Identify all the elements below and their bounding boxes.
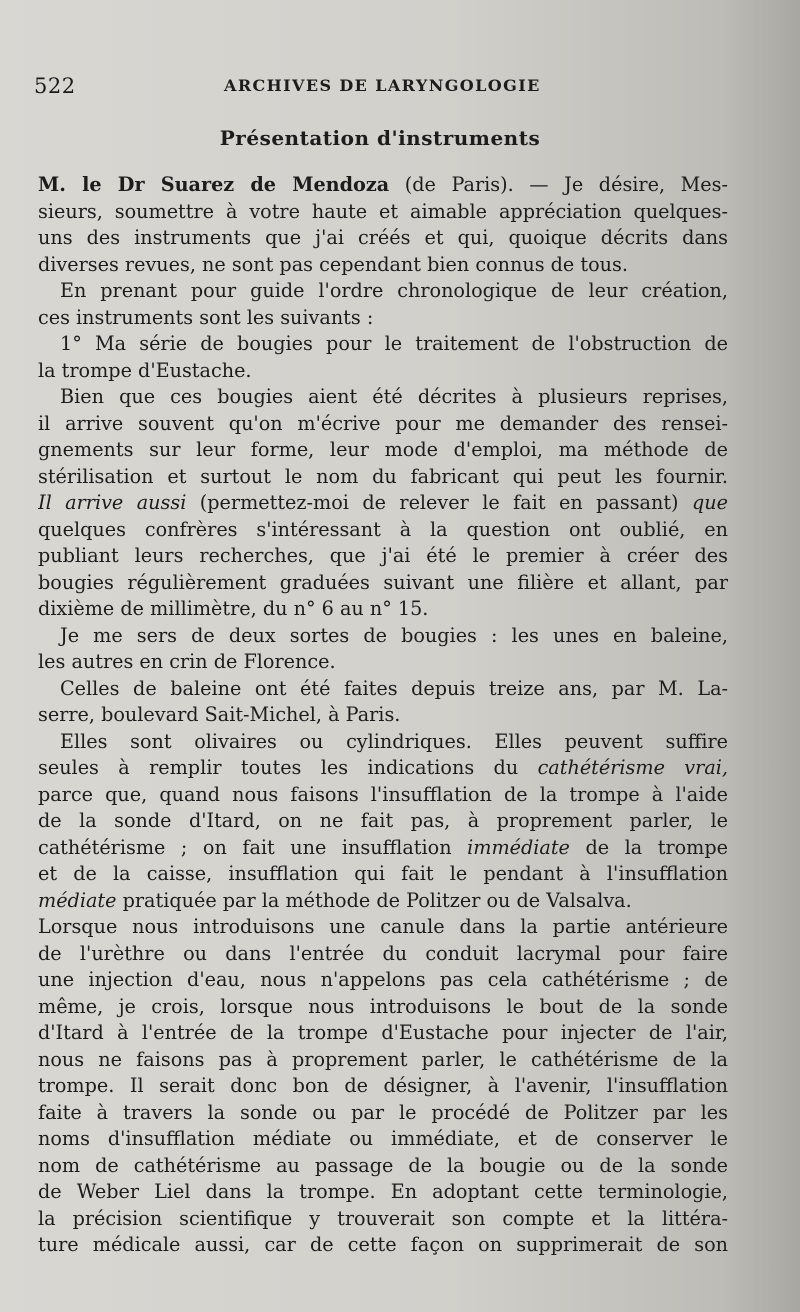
running-head: ARCHIVES DE LARYNGOLOGIE bbox=[224, 76, 541, 95]
text-line: En prenant pour guide l'ordre chronologique de leur création, bbox=[60, 279, 728, 302]
body-text bbox=[38, 172, 728, 1259]
text-line: une injection d'eau, nous n'appelons pas cela cathétérisme ; de bbox=[38, 968, 728, 991]
text-line: ces instruments sont les suivants : bbox=[38, 305, 374, 329]
text-line: de la sonde d'Itard, on ne fait pas, à proprement parler, le bbox=[38, 809, 728, 832]
text-line: Lorsque nous introduisons une canule dans la partie antérieure bbox=[38, 915, 728, 938]
text-line: de Weber Liel dans la trompe. En adoptant cette terminologie, bbox=[38, 1180, 728, 1203]
text-line: gnements sur leur forme, leur mode d'emploi, ma méthode de bbox=[38, 438, 728, 461]
page-header bbox=[34, 74, 734, 104]
text-line: de l'urèthre ou dans l'entrée du conduit lacrymal pour faire bbox=[38, 941, 728, 965]
text-line: même, je crois, lorsque nous introduisons le bout de la sonde bbox=[38, 994, 728, 1018]
text-line: ture médicale aussi, car de cette façon on supprimerait de son bbox=[38, 1233, 728, 1256]
text-line: Je me sers de deux sortes de bougies : les unes en baleine, bbox=[60, 623, 728, 647]
text-line: stérilisation et surtout le nom du fabricant qui peut les fournir. bbox=[38, 464, 728, 488]
text-line: diverses revues, ne sont pas cependant bien connus de tous. bbox=[38, 252, 628, 276]
text-line: il arrive souvent qu'on m'écrive pour me demander des rensei- bbox=[38, 411, 728, 435]
section-title: Présentation d'instruments bbox=[219, 126, 541, 150]
text-line: 1° Ma série de bougies pour le traitement de l'obstruction de bbox=[60, 332, 728, 355]
text-line: d'Itard à l'entrée de la trompe d'Eustache pour injecter de l'air, bbox=[38, 1021, 728, 1044]
text-line: uns des instruments que j'ai créés et qui, quoique décrits dans bbox=[38, 226, 728, 249]
text-line: dixième de millimètre, du n° 6 au n° 15. bbox=[38, 597, 429, 620]
text-line: seules à remplir toutes les indications du cathétérisme vrai, bbox=[38, 756, 728, 779]
text-line: médiate pratiquée par la méthode de Politzer ou de Valsalva. bbox=[38, 888, 632, 912]
text-line: Celles de baleine ont été faites depuis treize ans, par M. La- bbox=[60, 676, 728, 700]
text-line: nom de cathétérisme au passage de la bougie ou de la sonde bbox=[38, 1153, 728, 1177]
text-line: et de la caisse, insufflation qui fait le pendant à l'insufflation bbox=[38, 862, 728, 885]
text-line: M. le Dr Suarez de Mendoza (de Paris). — Je désire, Mes- bbox=[38, 173, 728, 196]
text-line: serre, boulevard Sait-Michel, à Paris. bbox=[38, 703, 401, 726]
text-line: la précision scientifique y trouverait son compte et la littéra- bbox=[38, 1206, 728, 1230]
page-number: 522 bbox=[34, 74, 76, 98]
text-line: cathétérisme ; on fait une insufflation immédiate de la trompe bbox=[38, 835, 728, 859]
text-line: bougies régulièrement graduées suivant une filière et allant, par bbox=[38, 570, 728, 594]
text-line: sieurs, soumettre à votre haute et aimable appréciation quelques- bbox=[38, 199, 728, 223]
text-line: trompe. Il serait donc bon de désigner, à l'avenir, l'insufflation bbox=[38, 1074, 728, 1097]
text-line: Bien que ces bougies aient été décrites à plusieurs reprises, bbox=[60, 385, 728, 408]
text-line: la trompe d'Eustache. bbox=[38, 358, 252, 382]
speaker-name: M. le Dr Suarez de Mendoza bbox=[38, 173, 390, 196]
text-line: Elles sont olivaires ou cylindriques. Elles peuvent suffire bbox=[60, 729, 728, 753]
text-line: faite à travers la sonde ou par le procédé de Politzer par les bbox=[38, 1100, 728, 1124]
text-line: quelques confrères s'intéressant à la question ont oublié, en bbox=[38, 517, 728, 541]
text-line: noms d'insufflation médiate ou immédiate, et de conserver le bbox=[38, 1127, 728, 1150]
text-line: les autres en crin de Florence. bbox=[38, 650, 336, 673]
text-line: publiant leurs recherches, que j'ai été le premier à créer des bbox=[38, 544, 728, 567]
text-line: parce que, quand nous faisons l'insufflation de la trompe à l'aide bbox=[38, 782, 728, 806]
text-line: nous ne faisons pas à proprement parler, le cathétérisme de la bbox=[38, 1047, 728, 1071]
text-line: Il arrive aussi (permettez-moi de relever le fait en passant) que bbox=[38, 491, 728, 514]
